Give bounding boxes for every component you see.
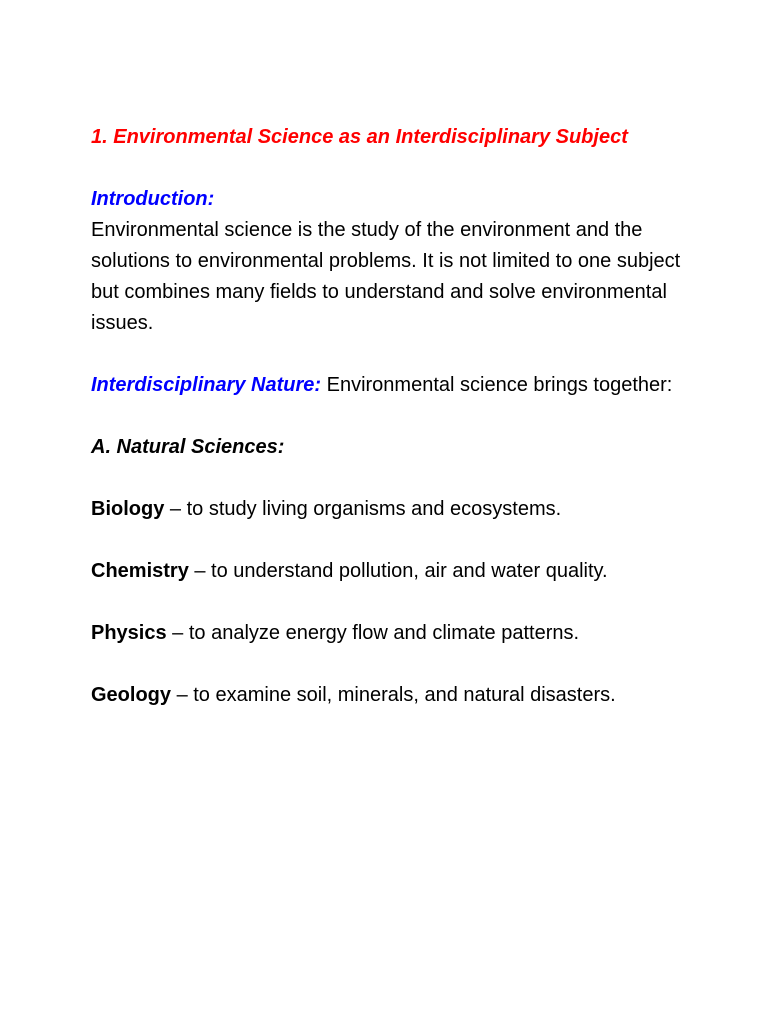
list-item bbox=[91, 680, 691, 711]
interdisciplinary-section bbox=[91, 370, 691, 401]
list-item bbox=[91, 618, 691, 649]
list-item-term: Geology bbox=[91, 684, 172, 706]
natural-sciences-heading: A. Natural Sciences: bbox=[91, 436, 285, 458]
spacer bbox=[91, 463, 691, 494]
list-item-description: – to analyze energy flow and climate patterns. bbox=[166, 622, 580, 644]
spacer bbox=[91, 401, 691, 432]
interdisciplinary-text: Environmental science brings together: bbox=[321, 374, 673, 396]
spacer bbox=[91, 649, 691, 680]
spacer bbox=[91, 525, 691, 556]
introduction-section bbox=[91, 184, 691, 339]
list-item bbox=[91, 494, 691, 525]
spacer bbox=[91, 339, 691, 370]
list-item-description: – to examine soil, minerals, and natural disasters. bbox=[171, 684, 616, 706]
list-item-term: Chemistry bbox=[91, 560, 189, 582]
list-item-term: Biology bbox=[91, 498, 165, 520]
spacer bbox=[91, 153, 691, 184]
list-item-description: – to understand pollution, air and water quality. bbox=[188, 560, 608, 582]
spacer bbox=[91, 587, 691, 618]
introduction-text: Environmental science is the study of the environment and the solutions to environmental problems. It is not limited to one subject but combines many fields to understand and solve environmental issues. bbox=[91, 219, 681, 334]
document-page bbox=[91, 122, 691, 711]
interdisciplinary-heading: Interdisciplinary Nature: bbox=[91, 374, 322, 396]
list-item-term: Physics bbox=[91, 622, 167, 644]
list-item-description: – to study living organisms and ecosystems. bbox=[164, 498, 562, 520]
document-title: 1. Environmental Science as an Interdisciplinary Subject bbox=[91, 126, 628, 148]
introduction-heading: Introduction: bbox=[91, 188, 215, 210]
list-item bbox=[91, 556, 691, 587]
